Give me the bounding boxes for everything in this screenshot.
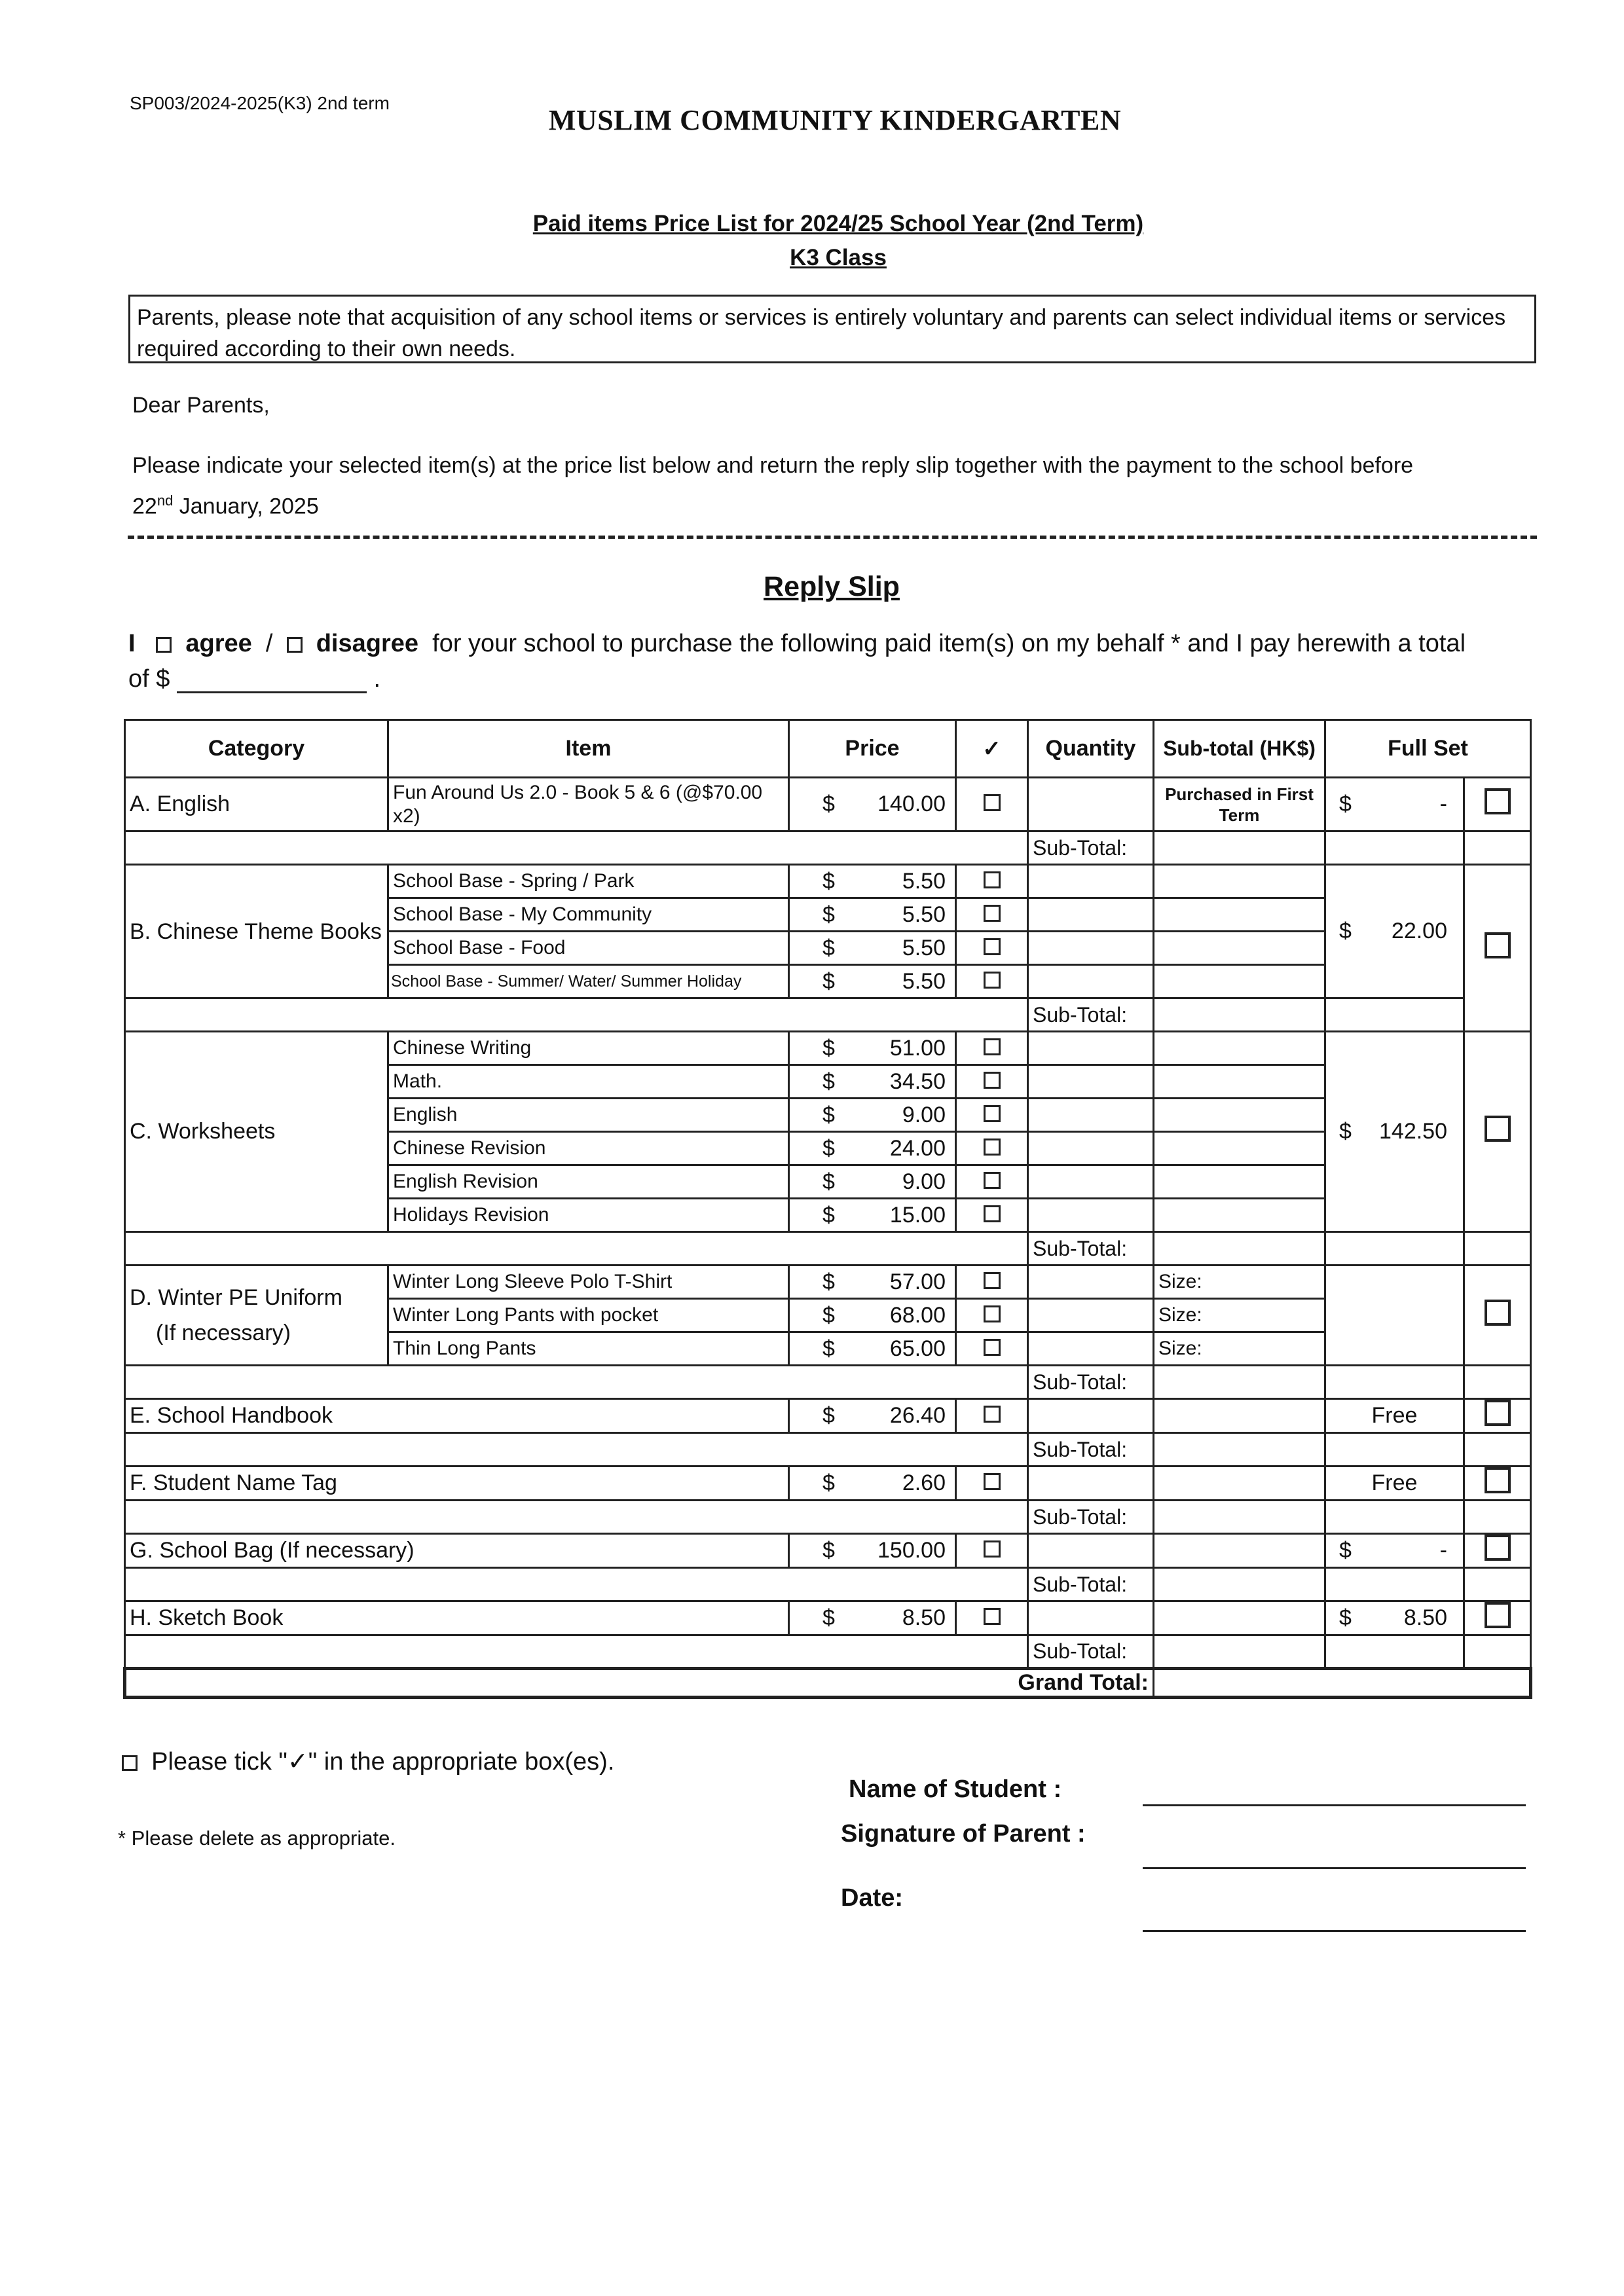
quantity-field[interactable] — [1028, 898, 1154, 932]
tick-cell[interactable] — [956, 1099, 1028, 1132]
subtotal-label: Sub-Total: — [1028, 831, 1154, 865]
subtotal-cell[interactable] — [1154, 1032, 1325, 1065]
item-price — [789, 1467, 956, 1501]
due-day: 22 — [132, 494, 157, 519]
currency-sign: $ — [822, 1269, 835, 1294]
instruction-line-2 — [132, 492, 319, 519]
tick-cell[interactable] — [956, 932, 1028, 965]
tick-note — [122, 1747, 614, 1776]
category-d-title: D. Winter PE Uniform — [130, 1285, 342, 1310]
tick-checkbox[interactable] — [984, 1473, 1001, 1490]
tick-checkbox[interactable] — [984, 794, 1001, 811]
quantity-field[interactable] — [1028, 1099, 1154, 1132]
full-set-value: - — [1439, 1538, 1447, 1563]
table-row — [125, 1032, 1531, 1065]
table-row — [125, 1601, 1531, 1635]
subtotal-cell[interactable] — [1154, 1467, 1325, 1501]
tick-checkbox[interactable] — [984, 1272, 1001, 1289]
agree-slash: / — [265, 630, 273, 657]
item-price — [789, 1199, 956, 1232]
full-set-price — [1325, 1601, 1464, 1635]
category-h: H. Sketch Book — [125, 1601, 789, 1635]
header-quantity: Quantity — [1028, 720, 1154, 778]
tick-checkbox[interactable] — [984, 1406, 1001, 1423]
full-set-tick-cell[interactable] — [1464, 1032, 1531, 1232]
table-row — [125, 865, 1531, 898]
size-field[interactable]: Size: — [1154, 1266, 1325, 1299]
quantity-field[interactable] — [1028, 932, 1154, 965]
total-of-label: of $ — [128, 665, 170, 693]
voluntary-notice: Parents, please note that acquisition of any school items or services is entirely voluntary and parents can select individual items or services required according to their own needs. — [128, 295, 1536, 363]
price-value: 51.00 — [889, 1035, 946, 1061]
full-set-price — [1325, 1534, 1464, 1568]
reply-slip-title: Reply Slip — [764, 571, 900, 602]
item-price — [789, 1399, 956, 1433]
full-set-price: Free — [1325, 1467, 1464, 1501]
full-set-price — [1325, 1032, 1464, 1232]
quantity-field[interactable] — [1028, 1601, 1154, 1635]
item-price — [789, 1165, 956, 1199]
item-price — [789, 778, 956, 831]
header-full-set: Full Set — [1325, 720, 1531, 778]
subtotal-cell[interactable] — [1154, 865, 1325, 898]
price-value: 5.50 — [902, 935, 946, 960]
class-title: K3 Class — [790, 245, 887, 270]
delete-note: * Please delete as appropriate. — [118, 1827, 396, 1850]
tick-note-box — [122, 1755, 138, 1771]
subtotal-cell[interactable] — [1154, 932, 1325, 965]
header-subtotal: Sub-total (HK$) — [1154, 720, 1325, 778]
tick-checkbox[interactable] — [984, 905, 1001, 922]
full-set-price — [1325, 865, 1464, 998]
grand-total-row — [125, 1669, 1531, 1698]
disagree-checkbox[interactable] — [287, 637, 303, 653]
subtotal-cell[interactable] — [1154, 1534, 1325, 1568]
price-value: 68.00 — [889, 1302, 946, 1328]
currency-sign: $ — [822, 1068, 835, 1094]
currency-sign: $ — [822, 1605, 835, 1630]
price-list-table — [123, 719, 1532, 1699]
item-name: English Revision — [388, 1165, 789, 1199]
currency-sign: $ — [822, 968, 835, 994]
subtotal-field[interactable] — [1154, 1366, 1325, 1399]
parent-signature-field[interactable] — [1143, 1867, 1526, 1869]
quantity-field[interactable] — [1028, 1032, 1154, 1065]
header-category: Category — [125, 720, 388, 778]
subtotal-label: Sub-Total: — [1028, 1232, 1154, 1266]
subtotal-label: Sub-Total: — [1028, 1501, 1154, 1534]
subtotal-row — [125, 1433, 1531, 1467]
parent-signature-label: Signature of Parent : — [841, 1820, 1086, 1848]
price-value: 57.00 — [889, 1269, 946, 1294]
price-value: 5.50 — [902, 968, 946, 994]
tick-checkbox[interactable] — [984, 972, 1001, 989]
category-g: G. School Bag (If necessary) — [125, 1534, 789, 1568]
price-value: 26.40 — [889, 1403, 946, 1428]
price-value: 65.00 — [889, 1336, 946, 1361]
item-price — [789, 865, 956, 898]
tick-cell[interactable] — [956, 1132, 1028, 1165]
tick-cell[interactable] — [956, 965, 1028, 998]
table-row — [125, 778, 1531, 831]
full-set-tick-cell[interactable] — [1464, 1399, 1531, 1433]
currency-sign: $ — [822, 1135, 835, 1161]
item-price — [789, 1032, 956, 1065]
tick-checkbox[interactable] — [984, 1205, 1001, 1222]
size-field[interactable]: Size: — [1154, 1299, 1325, 1332]
full-set-tick-cell[interactable] — [1464, 1266, 1531, 1366]
date-label: Date: — [841, 1884, 904, 1912]
tick-cell[interactable] — [956, 778, 1028, 831]
item-name: School Base - Spring / Park — [388, 865, 789, 898]
subtotal-cell[interactable] — [1154, 1399, 1325, 1433]
table-row — [125, 1399, 1531, 1433]
agreement-i: I — [128, 630, 136, 657]
item-name: Holidays Revision — [388, 1199, 789, 1232]
school-name: MUSLIM COMMUNITY KINDERGARTEN — [548, 104, 1122, 136]
item-price — [789, 1065, 956, 1099]
item-price — [789, 965, 956, 998]
full-set-tick-cell[interactable] — [1464, 865, 1531, 1032]
quantity-field[interactable] — [1028, 965, 1154, 998]
tick-checkbox[interactable] — [984, 1105, 1001, 1122]
table-row — [125, 1266, 1531, 1299]
subtotal-cell[interactable] — [1154, 1099, 1325, 1132]
full-set-checkbox[interactable] — [1485, 1300, 1511, 1326]
category-d-note: (If necessary) — [156, 1321, 291, 1345]
subtotal-field[interactable] — [1154, 1635, 1325, 1669]
subtotal-row — [125, 1232, 1531, 1266]
full-set-tick-cell[interactable] — [1464, 1601, 1531, 1635]
tick-cell[interactable] — [956, 1199, 1028, 1232]
price-value: 140.00 — [877, 792, 946, 816]
currency-sign: $ — [822, 792, 835, 816]
full-set-tick-cell[interactable] — [1464, 1467, 1531, 1501]
tick-cell[interactable] — [956, 898, 1028, 932]
item-name: School Base - My Community — [388, 898, 789, 932]
currency-sign: $ — [822, 902, 835, 927]
currency-sign: $ — [822, 1403, 835, 1428]
price-value: 150.00 — [877, 1538, 946, 1563]
subtotal-field[interactable] — [1154, 1501, 1325, 1534]
item-price — [789, 1601, 956, 1635]
quantity-field[interactable] — [1028, 1165, 1154, 1199]
subtotal-cell[interactable] — [1154, 1065, 1325, 1099]
full-set-price — [1325, 778, 1464, 831]
currency-sign: $ — [822, 1102, 835, 1127]
full-set-checkbox[interactable] — [1485, 1400, 1511, 1426]
price-list-title: Paid items Price List for 2024/25 School Year (2nd Term) — [532, 211, 1144, 236]
tick-cell[interactable] — [956, 1601, 1028, 1635]
subtotal-label: Sub-Total: — [1028, 1568, 1154, 1601]
quantity-field[interactable] — [1028, 1467, 1154, 1501]
tick-cell[interactable] — [956, 1534, 1028, 1568]
full-set-price: Free — [1325, 1399, 1464, 1433]
subtotal-field[interactable] — [1154, 1568, 1325, 1601]
subtotal-label: Sub-Total: — [1028, 998, 1154, 1032]
total-dot: . — [373, 665, 381, 693]
item-name: English — [388, 1099, 789, 1132]
full-set-checkbox[interactable] — [1485, 1467, 1511, 1493]
subtotal-row — [125, 1366, 1531, 1399]
subtotal-row — [125, 1568, 1531, 1601]
full-set-value: 22.00 — [1391, 919, 1447, 943]
subtotal-row — [125, 1501, 1531, 1534]
grand-total-field[interactable] — [1154, 1669, 1531, 1698]
header-tick: ✓ — [956, 720, 1028, 778]
currency-sign: $ — [1339, 1538, 1352, 1563]
full-set-value: 8.50 — [1403, 1605, 1447, 1630]
subtotal-field[interactable] — [1154, 1433, 1325, 1467]
currency-sign: $ — [822, 1538, 835, 1563]
item-name: Chinese Writing — [388, 1032, 789, 1065]
quantity-field[interactable] — [1028, 778, 1154, 831]
student-name-label: Name of Student : — [849, 1776, 1062, 1803]
currency-sign: $ — [1339, 792, 1352, 816]
subtotal-field[interactable] — [1154, 831, 1325, 865]
category-d — [125, 1266, 388, 1366]
currency-sign: $ — [1339, 1605, 1352, 1630]
tick-checkbox[interactable] — [984, 1139, 1001, 1156]
item-price — [789, 932, 956, 965]
full-set-value: - — [1439, 792, 1447, 816]
purchased-note: Purchased in First Term — [1154, 778, 1325, 831]
price-value: 5.50 — [902, 902, 946, 927]
item-price — [789, 1099, 956, 1132]
category-b: B. Chinese Theme Books — [125, 865, 388, 998]
subtotal-field[interactable] — [1154, 998, 1325, 1032]
table-row — [125, 1467, 1531, 1501]
header-price: Price — [789, 720, 956, 778]
total-amount-line — [128, 665, 380, 693]
item-name: Winter Long Sleeve Polo T-Shirt — [388, 1266, 789, 1299]
currency-sign: $ — [822, 1202, 835, 1228]
item-price — [789, 1534, 956, 1568]
category-e: E. School Handbook — [125, 1399, 789, 1433]
quantity-field[interactable] — [1028, 1132, 1154, 1165]
greeting: Dear Parents, — [132, 393, 270, 418]
subtotal-label: Sub-Total: — [1028, 1366, 1154, 1399]
quantity-field[interactable] — [1028, 1399, 1154, 1433]
quantity-field[interactable] — [1028, 1534, 1154, 1568]
subtotal-cell[interactable] — [1154, 965, 1325, 998]
tick-checkbox[interactable] — [984, 1608, 1001, 1625]
tick-cell[interactable] — [956, 1399, 1028, 1433]
subtotal-row — [125, 831, 1531, 865]
quantity-field[interactable] — [1028, 865, 1154, 898]
size-field[interactable]: Size: — [1154, 1332, 1325, 1366]
grand-total-label: Grand Total: — [125, 1669, 1154, 1698]
item-name: Fun Around Us 2.0 - Book 5 & 6 (@$70.00 x2) — [388, 778, 789, 831]
tick-checkbox[interactable] — [984, 1540, 1001, 1558]
category-c: C. Worksheets — [125, 1032, 388, 1232]
currency-sign: $ — [822, 1035, 835, 1061]
due-day-suffix: nd — [157, 492, 174, 509]
full-set-tick-cell[interactable] — [1464, 1534, 1531, 1568]
item-name: Math. — [388, 1065, 789, 1099]
item-name: Thin Long Pants — [388, 1332, 789, 1366]
category-f: F. Student Name Tag — [125, 1467, 789, 1501]
tick-checkbox[interactable] — [984, 871, 1001, 888]
agreement-line — [128, 630, 1466, 658]
item-name: Winter Long Pants with pocket — [388, 1299, 789, 1332]
price-value: 8.50 — [902, 1605, 946, 1630]
agreement-text: for your school to purchase the following paid item(s) on my behalf * and I pay herewith a total — [432, 630, 1466, 657]
total-amount-field[interactable] — [177, 669, 367, 693]
currency-sign: $ — [822, 935, 835, 960]
quantity-field[interactable] — [1028, 1266, 1154, 1299]
currency-sign: $ — [822, 1169, 835, 1194]
tick-checkbox[interactable] — [984, 1339, 1001, 1356]
price-value: 34.50 — [889, 1068, 946, 1094]
subtotal-cell[interactable] — [1154, 1132, 1325, 1165]
quantity-field[interactable] — [1028, 1299, 1154, 1332]
full-set-checkbox[interactable] — [1485, 932, 1511, 958]
due-month-year: January, 2025 — [173, 494, 319, 519]
currency-sign: $ — [822, 868, 835, 894]
subtotal-cell[interactable] — [1154, 898, 1325, 932]
quantity-field[interactable] — [1028, 1332, 1154, 1366]
price-value: 15.00 — [889, 1202, 946, 1228]
price-value: 9.00 — [902, 1102, 946, 1127]
currency-sign: $ — [822, 1302, 835, 1328]
tick-cell[interactable] — [956, 1299, 1028, 1332]
tick-checkbox[interactable] — [984, 1038, 1001, 1055]
tick-checkbox[interactable] — [984, 938, 1001, 955]
tick-checkbox[interactable] — [984, 1072, 1001, 1089]
item-name: Chinese Revision — [388, 1132, 789, 1165]
tick-checkbox[interactable] — [984, 1172, 1001, 1189]
full-set-checkbox[interactable] — [1485, 1602, 1511, 1628]
table-row — [125, 1534, 1531, 1568]
agree-checkbox[interactable] — [156, 637, 172, 653]
tick-cell[interactable] — [956, 1032, 1028, 1065]
document-reference: SP003/2024-2025(K3) 2nd term — [130, 93, 390, 113]
item-price — [789, 1132, 956, 1165]
currency-sign: $ — [822, 1336, 835, 1361]
tick-cell[interactable] — [956, 1065, 1028, 1099]
item-price — [789, 1266, 956, 1299]
subtotal-field[interactable] — [1154, 1232, 1325, 1266]
price-value: 9.00 — [902, 1169, 946, 1194]
header-item: Item — [388, 720, 789, 778]
item-name: School Base - Food — [388, 932, 789, 965]
tick-cell[interactable] — [956, 1266, 1028, 1299]
agree-label: agree — [185, 630, 252, 657]
quantity-field[interactable] — [1028, 1065, 1154, 1099]
table-header-row — [125, 720, 1531, 778]
cut-line — [128, 536, 1537, 539]
full-set-value: 142.50 — [1379, 1119, 1447, 1144]
date-field[interactable] — [1143, 1930, 1526, 1932]
subtotal-cell[interactable] — [1154, 1165, 1325, 1199]
subtotal-row — [125, 1635, 1531, 1669]
disagree-label: disagree — [316, 630, 419, 657]
tick-cell[interactable] — [956, 1165, 1028, 1199]
currency-sign: $ — [1339, 919, 1352, 943]
item-name: School Base - Summer/ Water/ Summer Holiday — [388, 965, 789, 998]
price-value: 24.00 — [889, 1135, 946, 1161]
full-set-checkbox[interactable] — [1485, 1535, 1511, 1561]
item-price — [789, 898, 956, 932]
student-name-field[interactable] — [1143, 1804, 1526, 1806]
subtotal-label: Sub-Total: — [1028, 1635, 1154, 1669]
full-set-checkbox[interactable] — [1485, 788, 1511, 814]
tick-cell[interactable] — [956, 865, 1028, 898]
subtotal-row — [125, 998, 1531, 1032]
item-price — [789, 1299, 956, 1332]
price-value: 2.60 — [902, 1470, 946, 1495]
tick-checkbox[interactable] — [984, 1305, 1001, 1322]
instruction-line-1: Please indicate your selected item(s) at the price list below and return the reply slip together with the payment to the school before — [132, 453, 1414, 478]
subtotal-label: Sub-Total: — [1028, 1433, 1154, 1467]
tick-note-text: Please tick "✓" in the appropriate box(es). — [151, 1748, 615, 1776]
tick-cell[interactable] — [956, 1467, 1028, 1501]
quantity-field[interactable] — [1028, 1199, 1154, 1232]
subtotal-cell[interactable] — [1154, 1601, 1325, 1635]
tick-cell[interactable] — [956, 1332, 1028, 1366]
category-a: A. English — [125, 778, 388, 831]
item-price — [789, 1332, 956, 1366]
full-set-tick-cell[interactable] — [1464, 778, 1531, 831]
price-value: 5.50 — [902, 868, 946, 894]
full-set-price — [1325, 1266, 1464, 1366]
full-set-checkbox[interactable] — [1485, 1116, 1511, 1142]
subtotal-cell[interactable] — [1154, 1199, 1325, 1232]
currency-sign: $ — [822, 1470, 835, 1495]
currency-sign: $ — [1339, 1119, 1352, 1144]
